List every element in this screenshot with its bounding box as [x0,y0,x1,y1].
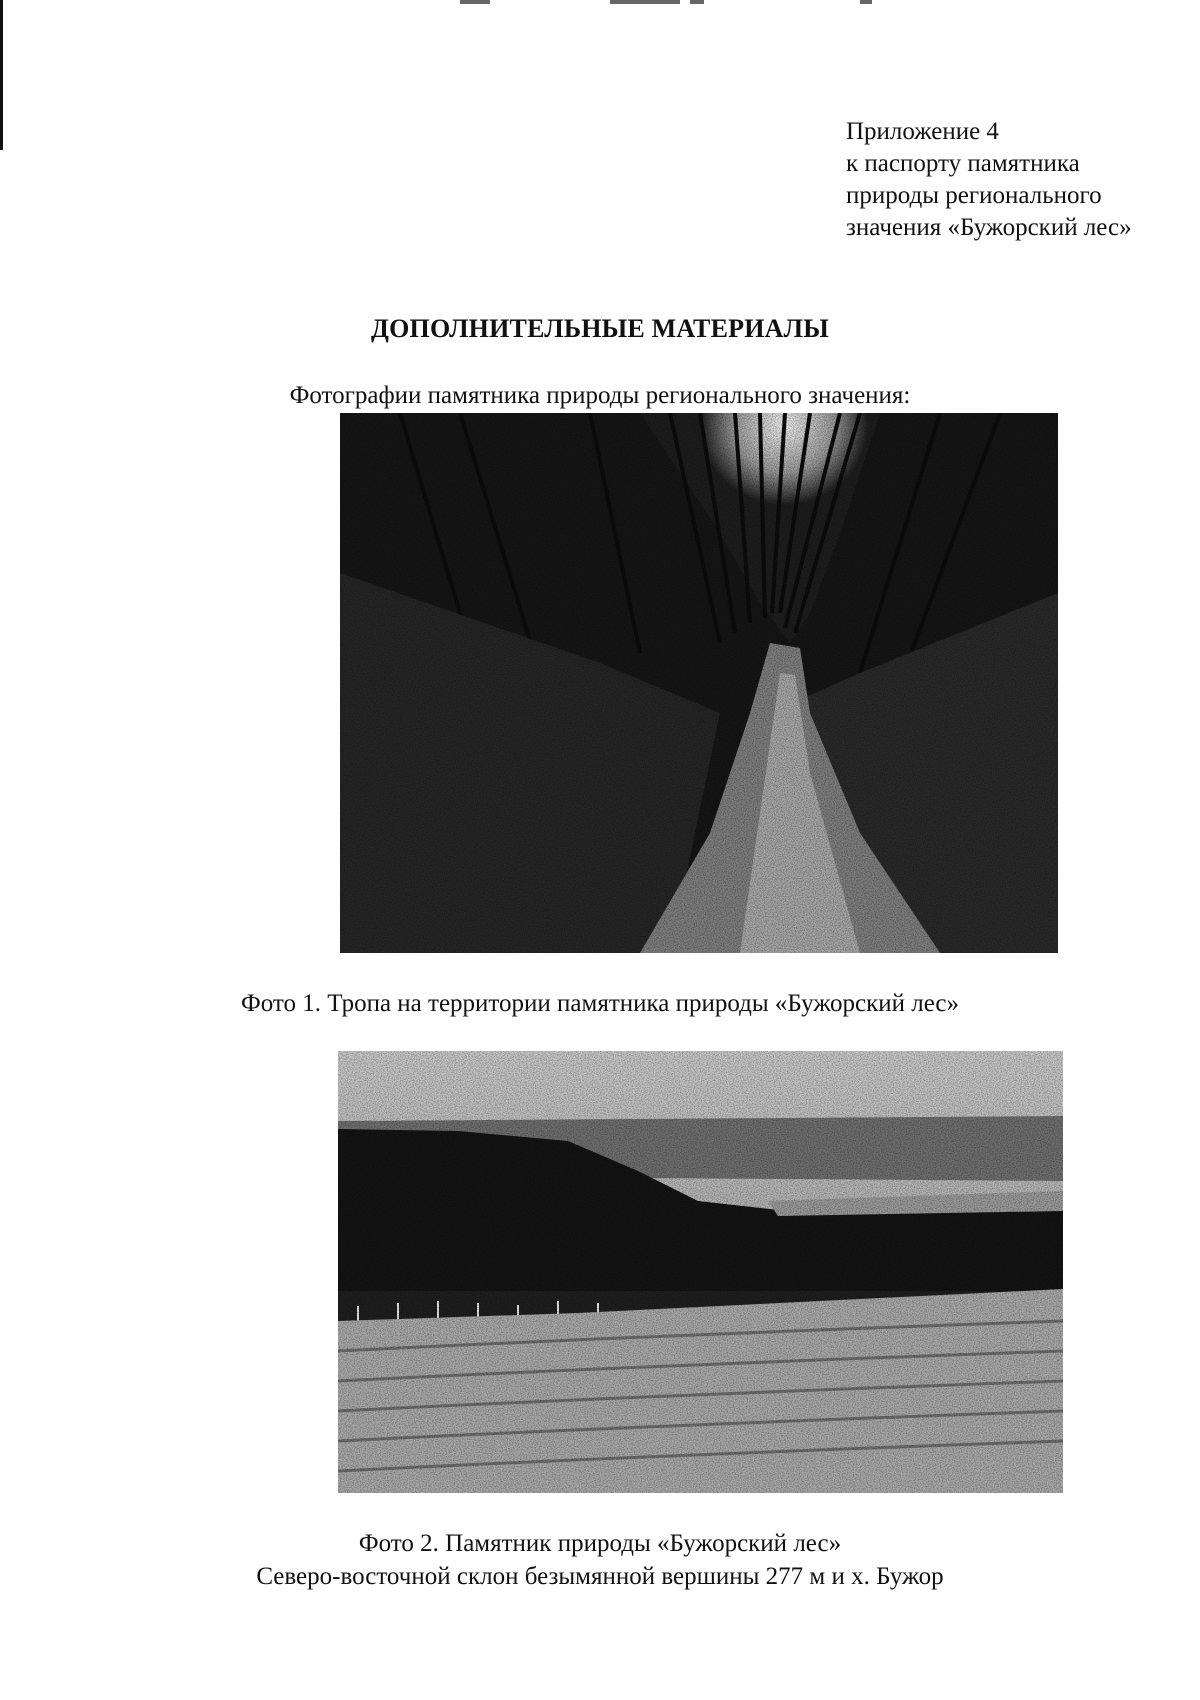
appendix-note [846,116,1176,244]
page-title: ДОПОЛНИТЕЛЬНЫЕ МАТЕРИАЛЫ [371,314,829,343]
scan-margin-line [0,0,3,150]
photo-2-caption-line: Фото 2. Памятник природы «Бужорский лес» [358,1530,842,1557]
photo-2-caption [0,1527,1200,1593]
photo-1-caption-line: Фото 1. Тропа на территории памятника природы «Бужорский лес» [240,990,960,1017]
appendix-line: природы регионального [846,182,1102,209]
appendix-line: к паспорту памятника [846,150,1080,177]
appendix-line: Приложение 4 [846,118,999,145]
photo-2-caption-line: Северо-восточной склон безымянной вершины 277 м и х. Бужор [256,1563,944,1590]
forest-trail-photo [340,413,1058,953]
hillside-landscape-photo [338,1051,1063,1493]
photos-intro: Фотографии памятника природы регионального значения: [289,382,911,409]
scan-top-marks [460,0,880,6]
appendix-line: значения «Бужорский лес» [846,214,1132,241]
photo-1-caption [0,987,1200,1020]
